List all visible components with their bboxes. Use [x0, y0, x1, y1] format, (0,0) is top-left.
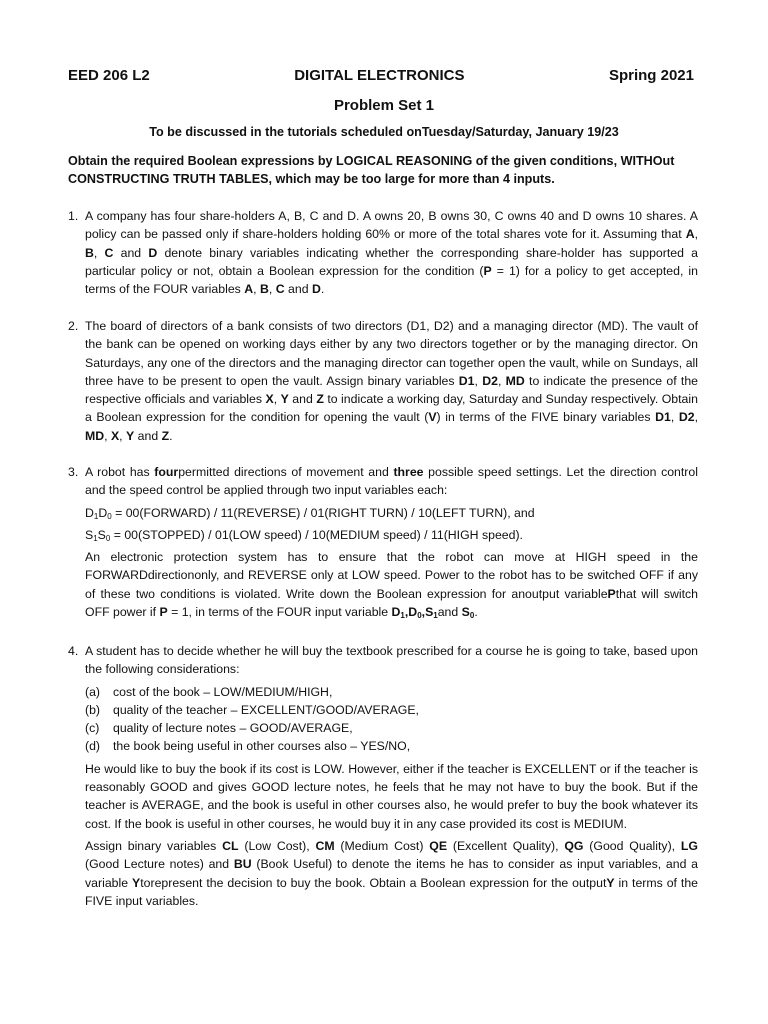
- question-text: The board of directors of a bank consists of two directors (D1, D2) and a managing director (MD). The vault of the bank can be opened on working days either by any two directors together or by the managing director. On Saturdays, any one of the directors and the managing director can together open the vault, while on Sundays, all three have to be present to open the vault. Assign binary variables D1, D2, MD to indicate the presence of the respective officials and variables X, Y and Z to indicate a working day, Saturday and Sunday respectively. Obtain a Boolean expression for the condition for opening the vault (V) in terms of the FIVE binary variables D1, D2, MD, X, Y and Z.: [85, 319, 698, 443]
- direction-encoding: $D_1D_0$ = 00(FORWARD) / 11(REVERSE) / 01(RIGHT TURN) / 10(LEFT TURN), and: [85, 505, 535, 521]
- question-number: 4.: [68, 644, 79, 658]
- question-text: A student has to decide whether he will buy the textbook prescribed for a course he is going to take, based upon the following considerations: (a) cost of the book – LOW/MEDIUM/HIGH, (b) quality of the teacher – EXCELLENT/GOOD/AVERAGE, (c) quality of lecture notes – GOOD/AVERAGE, (d) the book being useful in other courses also – YES/NO, He would like to buy the book if its cost is LOW. However, either if the teacher is EXCELLENT or if the teacher is reasonably GOOD and gives GOOD lecture notes, he feels that he may not have to buy the book. But if the teacher is AVERAGE, and the book is useful in other courses also, he would prefer to buy the book whatever its cost. If the book is useful in other courses, he would buy it in any case provided its cost is MEDIUM. Assign binary variables CL (Low Cost), CM (Medium Cost) QE (Excellent Quality), QG (Good Quality), LG (Good Lecture notes) and BU (Book Useful) to denote the items he has to consider as input variables, and a variable Ytorepresent the decision to buy the book. Obtain a Boolean expression for the outputY in terms of the FIVE input variables.: [85, 644, 699, 908]
- list-item: (a) cost of the book – LOW/MEDIUM/HIGH,: [85, 684, 333, 699]
- question-text: A company has four share-holders A, B, C and D. A owns 20, B owns 30, C owns 40 and D owns 10 shares. A policy can be passed only if share-holders holding 60% or more of the total shares vote for it. Assuming that A, B, C and D denote binary variables indicating whether the corresponding share-holder has supported a particular policy or not, obtain a Boolean expression for the condition (P = 1) for a policy to get accepted, in terms of the FOUR variables A, B, C and D.: [85, 209, 698, 297]
- list-item: (c) quality of lecture notes – GOOD/AVERAGE,: [85, 721, 353, 736]
- speed-encoding: $S_1S_0$ = 00(STOPPED) / 01(LOW speed) / 10(MEDIUM speed) / 11(HIGH speed).: [85, 527, 523, 543]
- course-term: Spring 2021: [608, 67, 694, 84]
- question-number: 1.: [68, 209, 79, 223]
- page-title: Problem Set 1: [333, 97, 435, 114]
- question-number: 2.: [68, 319, 79, 333]
- list-item: (b) quality of the teacher – EXCELLENT/GOOD/AVERAGE,: [85, 702, 419, 717]
- question-3: [68, 463, 698, 625]
- intro-instructions: Obtain the required Boolean expressions by LOGICAL REASONING of the given conditions, WITHOut CONSTRUCTING TRUTH TABLES, which may be too large for more than 4 inputs.: [68, 154, 675, 186]
- question-text: A robot has fourpermitted directions of movement and three possible speed settings. Let the direction control and the speed control be applied through two input variables each: $D_1D_0$ = 00(FORWARD) / 11(REVERSE) / 01(RIGHT TURN) / 10(LEFT TURN), and $S_1S_0$ = 00(STOPPED) / 01(LOW speed) / 10(MEDIUM speed) / 11(HIGH speed). An electronic protection system has to ensure that the robot can move at HIGH speed in the FORWARDdirectiononly, and REVERSE only at LOW speed. Power to the robot has to be switched OFF if any of these two conditions is violated. Write down the Boolean expression for anoutput variablePthat will switch OFF power if P = 1, in terms of the FOUR input variable $D_1,D_0,S_1and$ $S_0$.: [85, 465, 698, 621]
- question-2: [68, 317, 698, 445]
- schedule-note: To be discussed in the tutorials scheduled onTuesday/Saturday, January 19/23: [149, 125, 619, 139]
- course-code: EED 206 L2: [68, 67, 150, 84]
- list-item: (d) the book being useful in other courses also – YES/NO,: [85, 739, 411, 754]
- question-4: [68, 642, 698, 914]
- document-header: [68, 67, 694, 84]
- question-1: [68, 207, 698, 298]
- question-number: 3.: [68, 465, 79, 479]
- consideration-list: [85, 683, 698, 756]
- course-subject: DIGITAL ELECTRONICS: [294, 67, 465, 84]
